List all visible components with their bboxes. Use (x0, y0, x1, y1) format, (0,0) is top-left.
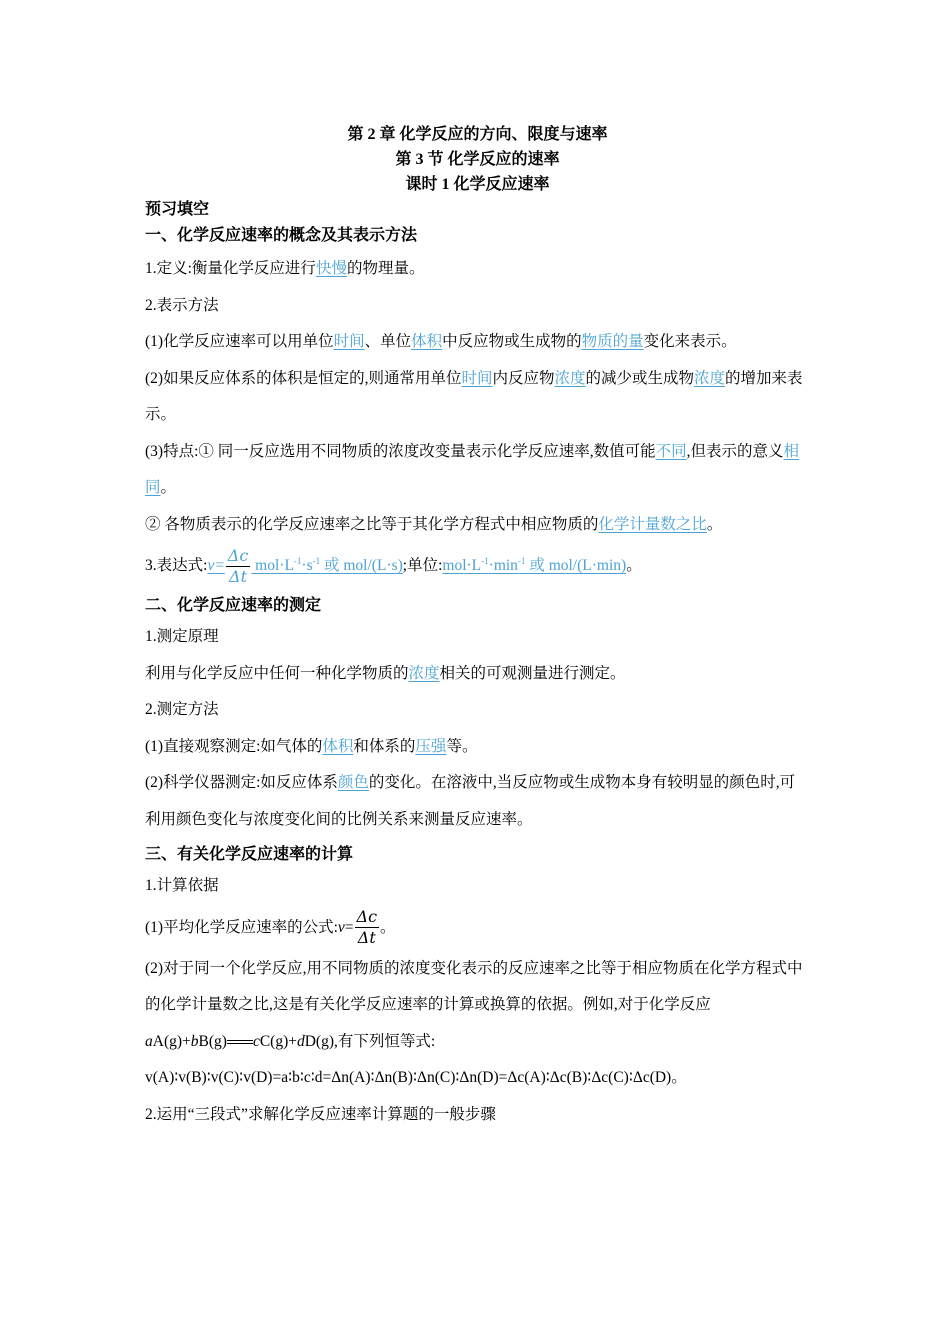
answer-blank: 化学计量数之比 (598, 515, 707, 533)
section-title: 第 3 节 化学反应的速率 (395, 151, 560, 168)
text: ;单位: (402, 557, 443, 574)
answer-blank: 压强 (415, 737, 447, 755)
text: 利用与化学反应中任何一种化学物质的 (145, 664, 409, 682)
preview-heading: 预习填空 (145, 201, 210, 218)
text: ,但表示的意义 (686, 442, 784, 460)
answer-blank: 体积 (411, 333, 443, 350)
fraction-denominator: Δt (357, 928, 376, 948)
principle-text (145, 656, 810, 693)
text: d (296, 1032, 305, 1050)
definition-paragraph (145, 251, 810, 288)
answer-blank: 时间 (333, 333, 365, 350)
text: (2)科学仪器测定:如反应体系 (145, 774, 338, 791)
text: c (252, 1032, 260, 1050)
text: a (145, 1032, 153, 1050)
text: 。 (380, 918, 396, 936)
fraction (226, 546, 251, 587)
text: A(g)+ (152, 1032, 191, 1050)
lesson-title: 课时 1 化学反应速率 (405, 176, 550, 193)
text: mol·L (251, 557, 294, 574)
method-4 (145, 507, 810, 544)
measure-method-2 (145, 765, 810, 838)
answer-blank: 浓度 (554, 369, 586, 387)
answer-blank: 物质的量 (581, 333, 644, 350)
answer-blank: 快慢 (315, 260, 347, 277)
answer-blank (442, 557, 626, 574)
text: 3.表达式: (145, 557, 208, 574)
text: (2)如果反应体系的体积是恒定的,则通常用单位 (145, 369, 462, 387)
text: 或 mol/(L·min) (525, 557, 627, 574)
text: 变化来表示。 (643, 333, 737, 350)
section-2-heading: 二、化学反应速率的测定 (145, 597, 322, 614)
text: (1)化学反应速率可以用单位 (145, 333, 334, 350)
steps-heading: 2.运用“三段式”求解化学反应速率计算题的一般步骤 (145, 1105, 496, 1123)
measure-method-heading: 2.测定方法 (145, 701, 219, 718)
text: 的增加来表示。 (145, 369, 803, 423)
text: b (190, 1032, 199, 1050)
text: 或 mol/(L·s) (320, 557, 403, 574)
principle-heading: 1.测定原理 (145, 628, 219, 645)
answer-blank: 不同 (655, 442, 687, 460)
method-3 (145, 434, 810, 507)
equilibrium-arrow-icon (227, 1038, 253, 1046)
fraction-numerator: Δc (356, 907, 378, 927)
fraction-denominator: Δt (229, 566, 248, 586)
text: (1)直接观察测定:如气体的 (145, 737, 323, 755)
exponent: -1 (517, 555, 526, 566)
answer-blank: 浓度 (408, 664, 440, 682)
text: 。 (706, 515, 723, 533)
basis-heading: 1.计算依据 (145, 877, 219, 894)
ratio-identity: v(A)∶v(B)∶v(C)∶v(D)=a∶b∶c∶d=Δn(A)∶Δn(B)∶Δn(C)∶Δn(D)=Δc(A)∶Δc(B)∶Δc(C)∶Δc(D)。 (145, 1069, 687, 1086)
text: v (337, 918, 345, 936)
text: D(g),有下列恒等式: (304, 1032, 436, 1050)
fraction-numerator: Δc (227, 545, 249, 565)
text: mol·L (442, 557, 482, 574)
answer-blank: 浓度 (694, 369, 726, 387)
answer-blank: 颜色 (337, 774, 369, 791)
text: 。 (626, 557, 642, 574)
ratio-rule: (2)对于同一个化学反应,用不同物质的浓度变化表示的反应速率之比等于相应物质在化学方程式中的化学计量数之比,这是有关化学反应速率的计算或换算的依据。例如,对于化学反应 (145, 959, 803, 1013)
formula-line (145, 905, 810, 951)
text: 。 (160, 479, 177, 496)
method-2 (145, 361, 810, 434)
method-heading: 2.表示方法 (145, 296, 219, 314)
expression-line (145, 543, 810, 589)
text: 的减少或生成物 (585, 369, 695, 387)
text: ② 各物质表示的化学反应速率之比等于其化学方程式中相应物质的 (145, 515, 599, 533)
measure-method-1 (145, 729, 810, 766)
text: C(g)+ (259, 1032, 297, 1050)
text: 内反应物 (492, 369, 555, 387)
chapter-title: 第 2 章 化学反应的方向、限度与速率 (347, 126, 608, 143)
text: 、单位 (364, 333, 412, 350)
document-page (145, 120, 810, 1133)
text: (1)平均化学反应速率的公式: (145, 918, 338, 936)
text: v= (207, 557, 225, 574)
answer-blank: 时间 (461, 369, 493, 387)
text: 的物理量。 (346, 260, 425, 277)
text: = (344, 918, 354, 936)
text: 相关的可观测量进行测定。 (439, 664, 626, 682)
method-1 (145, 324, 810, 361)
text: (3)特点:① 同一反应选用不同物质的浓度改变量表示化学反应速率,数值可能 (145, 442, 656, 460)
text: 中反应物或生成物的 (442, 333, 582, 350)
text: B(g) (198, 1032, 227, 1050)
fraction (355, 907, 380, 948)
answer-blank: 体积 (322, 737, 354, 755)
answer-blank: 相同 (145, 442, 800, 496)
section-3-heading: 三、有关化学反应速率的计算 (145, 846, 354, 863)
text: ·min (488, 557, 518, 574)
exponent: -1 (312, 555, 321, 566)
text: 等。 (446, 737, 478, 755)
section-1-heading: 一、化学反应速率的概念及其表示方法 (145, 227, 418, 244)
reaction-equation (145, 1024, 810, 1061)
exponent: -1 (481, 555, 489, 566)
text: 1.定义:衡量化学反应进行 (145, 260, 316, 277)
text: 的变化。在溶液中,当反应物或生成物本身有较明显的颜色时,可利用颜色变化与浓度变化间的比例关系来测量反应速率。 (145, 774, 796, 828)
text: ·s (301, 557, 313, 574)
text: 和体系的 (353, 737, 416, 755)
exponent: -1 (293, 555, 302, 566)
